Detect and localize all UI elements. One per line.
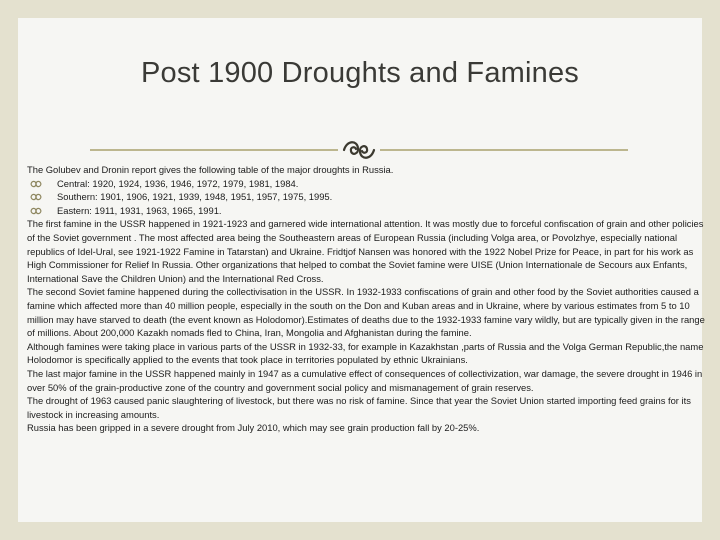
intro-text: The Golubev and Dronin report gives the following table of the major droughts in Russia. — [27, 164, 394, 175]
paragraph-last-famine: The last major famine in the USSR happened mainly in 1947 as a cumulative effect of consequences of collectivization, war damage, the severe drought in 1946 in over 50% of the grain-productive zone of the country and government social policy and mismanagement of grain reserves. — [27, 367, 703, 393]
paragraph-first-famine: The first famine in the USSR happened in 1921-1923 and garnered wide international attention. It was mostly due to forceful confiscation of grain and other policies of the Soviet government . The most affected area being the Southeastern areas of European Russia (including Volga area, or Povolzhye, especially national republics of Idel-Ural, see 1921-1922 Famine in Tatarstan) and Ukraine. Fridtjof Nansen was honored with the 1922 Nobel Prize for Peace, in part for his work as High Commissioner for Relief In Russia. Other organizations that helped to combat the Soviet famine were UISE (Union Internationale de Secours aux Enfants, International Save the Children Union) and the International Red Cross. — [27, 218, 704, 284]
paragraph-second-famine: The second Soviet famine happened during the collectivisation in the USSR. In 1932-1933 confiscations of grain and other food by the Soviet authorities caused a famine which affected more than 40 million people, especially in the south on the Don and Kuban areas and in Ukraine, where by various estimates from 5 to 10 million may have starved to death (the event known as Holodomor).Estimates of deaths due to the 1932-1933 famine vary wildly, but are typically given in the range of millions. About 200,000 Kazakh nomads fled to China, Iran, Mongolia and Afghanistan during the famine. — [27, 286, 705, 339]
bullet-text: Southern: 1901, 1906, 1921, 1939, 1948, 1951, 1957, 1975, 1995. — [57, 191, 333, 203]
scroll-bullet-icon — [30, 180, 42, 188]
bullet-text: Eastern: 1911, 1931, 1963, 1965, 1991. — [57, 204, 222, 216]
paragraph-1963-drought: The drought of 1963 caused panic slaughtering of livestock, but there was no risk of famine. Since that year the Soviet Union started importing feed grains for its livestock in increasing amounts. — [27, 395, 691, 420]
title-rule-left — [90, 149, 338, 151]
title-rule-right — [380, 149, 628, 151]
scroll-bullet-icon — [30, 207, 42, 215]
paragraph-2010-drought: Russia has been gripped in a severe drought from July 2010, which may see grain production fall by 20-25%. — [27, 422, 480, 434]
slide-title: Post 1900 Droughts and Famines — [140, 57, 580, 89]
bullet-item-central — [27, 177, 707, 191]
slide-body — [27, 163, 707, 435]
bullet-item-southern — [27, 190, 707, 204]
bullet-text: Central: 1920, 1924, 1936, 1946, 1972, 1979, 1981, 1984. — [57, 177, 299, 189]
paragraph-holodomor: Although famines were taking place in various parts of the USSR in 1932-33, for example in Kazakhstan ,parts of Russia and the Volga German Republic,the name Holodomor is specifically applied to the events that took place in territories populated by ethnic Ukrainians. — [27, 340, 704, 366]
decorative-swirl-icon — [341, 137, 377, 163]
scroll-bullet-icon — [30, 193, 42, 201]
bullet-item-eastern — [27, 204, 707, 218]
